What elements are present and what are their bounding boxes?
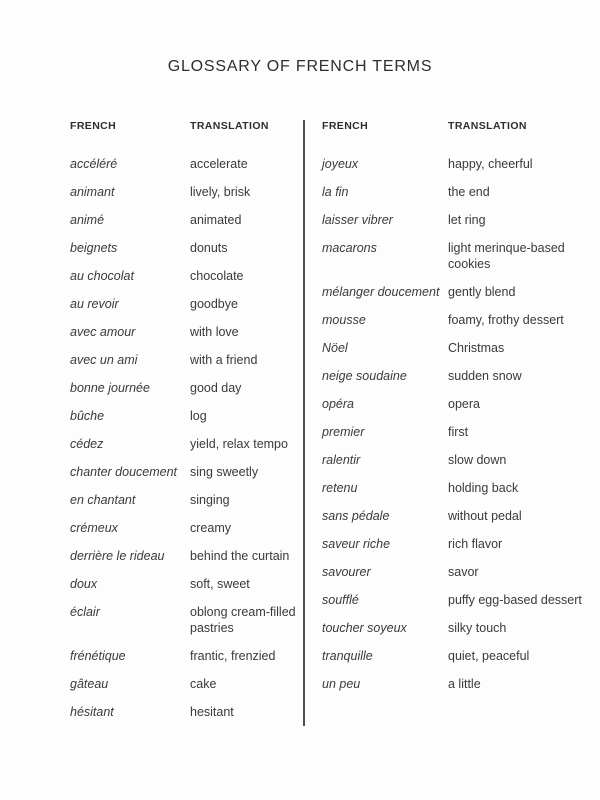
glossary-entry [70, 268, 303, 284]
page-title: GLOSSARY OF FRENCH TERMS [167, 58, 433, 75]
french-term: bonne journée [70, 381, 150, 395]
translation-text: happy, cheerful [448, 157, 533, 171]
glossary-entry [322, 368, 584, 384]
french-term: un peu [322, 677, 361, 691]
header-french-left: FRENCH [70, 120, 117, 132]
translation-text: donuts [190, 241, 228, 255]
french-term: beignets [70, 241, 118, 255]
translation-text: frantic, frenzied [190, 649, 276, 663]
glossary-entry [70, 240, 303, 256]
translation-text: behind the curtain [190, 549, 290, 563]
translation-text: slow down [448, 453, 507, 467]
french-term: ralentir [322, 453, 361, 467]
header-french-right: FRENCH [322, 120, 369, 132]
french-term: avec un ami [70, 353, 138, 367]
glossary-entry [322, 424, 584, 440]
french-term: animant [70, 185, 115, 199]
french-term: chanter doucement [70, 465, 178, 479]
french-term: mousse [322, 313, 366, 327]
glossary-entry [70, 492, 303, 508]
glossary-entry [322, 156, 584, 172]
glossary-entry [70, 548, 303, 564]
translation-text: sing sweetly [190, 465, 259, 479]
translation-text: without pedal [448, 509, 522, 523]
glossary-entry [70, 156, 303, 172]
french-term: premier [322, 425, 365, 439]
french-term: doux [70, 577, 98, 591]
french-term: la fin [322, 185, 349, 199]
translation-text: opera [448, 397, 480, 411]
glossary-entry [322, 592, 584, 608]
french-term: frénétique [70, 649, 126, 663]
translation-text: sudden snow [448, 369, 522, 383]
translation-text: lively, brisk [190, 185, 251, 199]
glossary-entry [322, 564, 584, 580]
translation-text: savor [448, 565, 479, 579]
entries-right [322, 156, 584, 692]
glossary [70, 120, 584, 732]
translation-text: light merinque-based cookies [448, 241, 565, 271]
translation-text: Christmas [448, 341, 505, 355]
glossary-entry [322, 480, 584, 496]
translation-text: first [448, 425, 469, 439]
french-term: accéléré [70, 157, 118, 171]
french-term: sans pédale [322, 509, 390, 523]
glossary-column-right [322, 120, 584, 732]
glossary-entry [70, 676, 303, 692]
glossary-entry [70, 520, 303, 536]
glossary-entry [70, 212, 303, 228]
glossary-entry [322, 536, 584, 552]
translation-text: animated [190, 213, 242, 227]
translation-text: puffy egg-based dessert [448, 593, 582, 607]
french-term: laisser vibrer [322, 213, 393, 227]
french-term: savourer [322, 565, 371, 579]
glossary-entry [322, 648, 584, 664]
french-term: gâteau [70, 677, 109, 691]
translation-text: accelerate [190, 157, 248, 171]
glossary-entry [322, 212, 584, 228]
translation-text: silky touch [448, 621, 507, 635]
glossary-entry [70, 704, 303, 720]
french-term: bûche [70, 409, 105, 423]
glossary-entry [322, 340, 584, 356]
translation-text: the end [448, 185, 490, 199]
glossary-entry [322, 240, 584, 272]
header-translation-left: TRANSLATION [190, 120, 269, 132]
glossary-entry [70, 380, 303, 396]
translation-text: let ring [448, 213, 486, 227]
translation-text: log [190, 409, 207, 423]
french-term: animé [70, 213, 105, 227]
glossary-entry [70, 408, 303, 424]
translation-text: rich flavor [448, 537, 503, 551]
french-term: derrière le rideau [70, 549, 165, 563]
translation-text: quiet, peaceful [448, 649, 530, 663]
translation-text: singing [190, 493, 230, 507]
translation-text: with a friend [190, 353, 258, 367]
french-term: au chocolat [70, 269, 134, 283]
glossary-entry [70, 604, 303, 636]
glossary-entry [322, 284, 584, 300]
translation-text: with love [190, 325, 239, 339]
glossary-entry [322, 184, 584, 200]
french-term: saveur riche [322, 537, 391, 551]
translation-text: a little [448, 677, 481, 691]
translation-text: creamy [190, 521, 231, 535]
french-term: au revoir [70, 297, 119, 311]
glossary-entry [70, 296, 303, 312]
french-term: retenu [322, 481, 358, 495]
header-translation-right: TRANSLATION [448, 120, 527, 132]
translation-text: goodbye [190, 297, 238, 311]
glossary-entry [322, 620, 584, 636]
translation-text: gently blend [448, 285, 516, 299]
french-term: macarons [322, 241, 377, 255]
french-term: crémeux [70, 521, 118, 535]
glossary-entry [70, 576, 303, 592]
translation-text: chocolate [190, 269, 244, 283]
french-term: Nöel [322, 341, 348, 355]
french-term: hésitant [70, 705, 114, 719]
entries-left [70, 156, 303, 720]
translation-text: holding back [448, 481, 519, 495]
glossary-entry [322, 452, 584, 468]
column-header-row [322, 120, 584, 133]
french-term: éclair [70, 605, 100, 619]
glossary-entry [70, 352, 303, 368]
french-term: neige soudaine [322, 369, 407, 383]
french-term: joyeux [322, 157, 359, 171]
translation-text: soft, sweet [190, 577, 250, 591]
french-term: mélanger doucement [322, 285, 440, 299]
translation-text: yield, relax tempo [190, 437, 288, 451]
glossary-entry [70, 464, 303, 480]
french-term: cédez [70, 437, 104, 451]
glossary-entry [70, 324, 303, 340]
translation-text: cake [190, 677, 217, 691]
translation-text: oblong cream-filled pastries [190, 605, 296, 635]
glossary-entry [322, 508, 584, 524]
french-term: toucher soyeux [322, 621, 407, 635]
french-term: avec amour [70, 325, 136, 339]
glossary-entry [322, 312, 584, 328]
french-term: opéra [322, 397, 354, 411]
translation-text: foamy, frothy dessert [448, 313, 564, 327]
glossary-entry [322, 676, 584, 692]
translation-text: hesitant [190, 705, 234, 719]
translation-text: good day [190, 381, 242, 395]
glossary-column-left [70, 120, 303, 732]
glossary-entry [322, 396, 584, 412]
french-term: soufflé [322, 593, 359, 607]
column-divider [303, 120, 305, 726]
french-term: en chantant [70, 493, 136, 507]
glossary-entry [70, 436, 303, 452]
glossary-entry [70, 184, 303, 200]
glossary-entry [70, 648, 303, 664]
french-term: tranquille [322, 649, 373, 663]
column-header-row [70, 120, 303, 133]
